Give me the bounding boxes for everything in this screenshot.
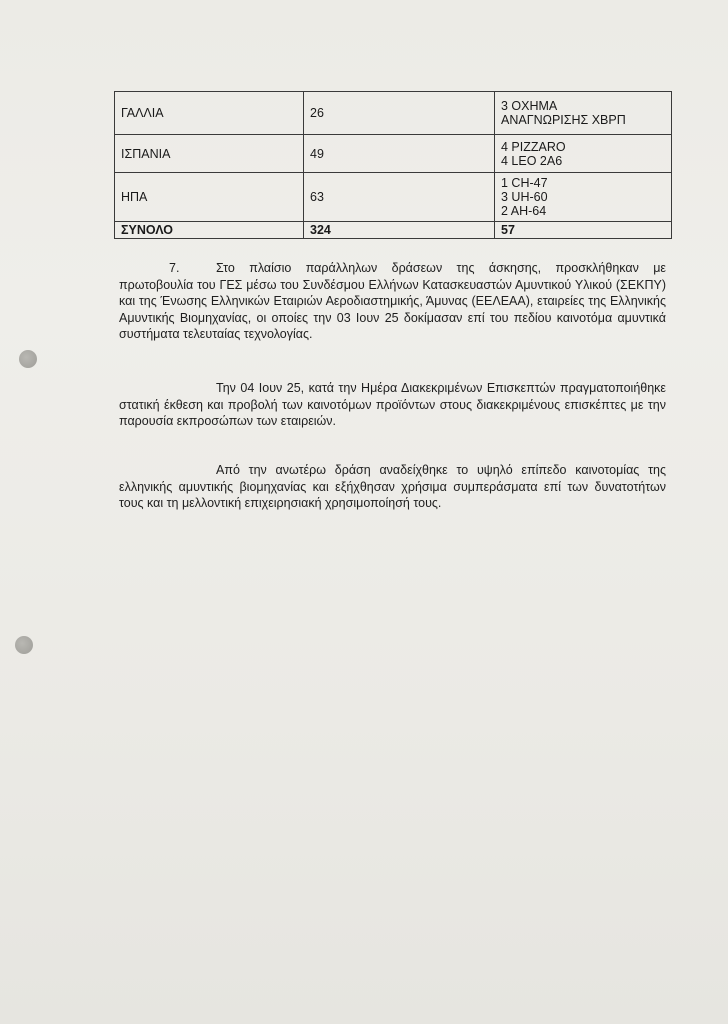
- total-models-cell: 57: [495, 222, 672, 239]
- paragraph-text: Στο πλαίσιο παράλληλων δράσεων της άσκησης, προσκλήθηκαν με πρωτοβουλία του ΓΕΣ μέσω του Συνδέσμου Ελλήνων Κατασκευαστών Αμυντικού Υλικού (ΣΕΚΠΥ) και της Ένωσης Ελληνικών Εταιριών Αεροδιαστημικής, Άμυνας (ΕΕΛΕΑΑ), εταιρείες της Ελληνικής Αμυντικής Βιομηχανίας, οι οποίες την 03 Ιουν 25 δοκίμασαν επί του πεδίου καινοτόμα αμυντικά συστήματα τελευταίας τεχνολογίας.: [119, 261, 666, 341]
- models-cell: [495, 92, 672, 135]
- count-cell: 49: [304, 135, 495, 173]
- model-line: 3 ΟΧΗΜΑ: [501, 99, 558, 113]
- model-line: 4 LEO 2A6: [501, 153, 563, 168]
- punch-hole: [19, 350, 37, 368]
- model-line: 2 AH-64: [501, 204, 547, 218]
- table-total-row: [115, 222, 672, 239]
- count-cell: 63: [304, 173, 495, 222]
- table-row: [115, 92, 672, 135]
- paragraph-text: Την 04 Ιουν 25, κατά την Ημέρα Διακεκριμένων Επισκεπτών πραγματοποιήθηκε στατική έκθεση και προβολή των καινοτόμων προϊόντων στους διακεκριμένους επισκέπτες με την παρουσία εκπροσώπων των εταιρειών.: [119, 381, 666, 428]
- total-count-cell: 324: [304, 222, 495, 239]
- table-row: [115, 135, 672, 173]
- equipment-table: [114, 91, 672, 239]
- total-label-cell: ΣΥΝΟΛΟ: [115, 222, 304, 239]
- model-line: ΑΝΑΓΝΩΡΙΣΗΣ ΧΒΡΠ: [501, 113, 626, 127]
- count-cell: 26: [304, 92, 495, 135]
- paragraph-8: [119, 380, 666, 430]
- models-cell: [495, 135, 672, 173]
- model-line: 1 CH-47: [501, 176, 548, 190]
- table-row: [115, 173, 672, 222]
- country-cell: ΓΑΛΛΙΑ: [115, 92, 304, 135]
- paragraph-7: [119, 260, 666, 343]
- punch-hole: [15, 636, 33, 654]
- models-cell: [495, 173, 672, 222]
- paragraph-text: Από την ανωτέρω δράση αναδείχθηκε το υψηλό επίπεδο καινοτομίας της ελληνικής αμυντικής βιομηχανίας και εξήχθησαν χρήσιμα συμπεράσματα επί των δυνατοτήτων τους και τη μελλοντική επιχειρησιακή χρησιμοποίησή τους.: [119, 463, 666, 510]
- paragraph-number: 7.: [169, 261, 180, 275]
- model-line: 3 UH-60: [501, 190, 548, 204]
- paragraph-9: [119, 462, 666, 512]
- country-cell: ΙΣΠΑΝΙΑ: [115, 135, 304, 173]
- model-line: 4 PIZZARO: [501, 139, 566, 154]
- country-cell: ΗΠΑ: [115, 173, 304, 222]
